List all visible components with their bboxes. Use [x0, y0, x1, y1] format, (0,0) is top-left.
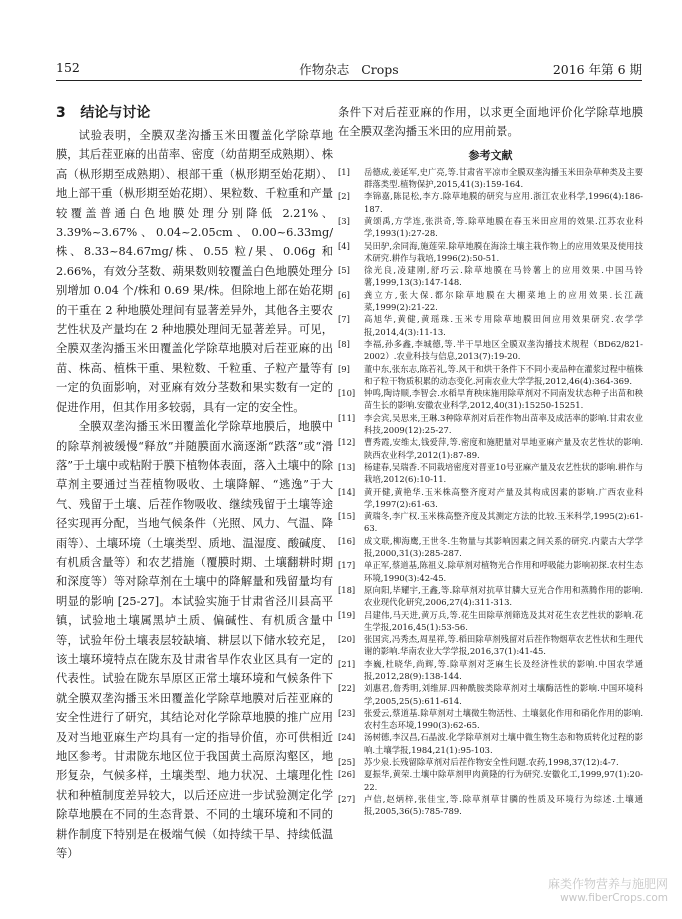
reference-item	[338, 240, 643, 265]
reference-number: [15]	[338, 511, 356, 522]
reference-text: 苏少泉.长残留除草剂对后茬作物安全性问题.农药,1998,37(12):4-7.	[364, 757, 619, 768]
reference-item	[338, 584, 643, 609]
reference-item	[338, 264, 643, 289]
right-column	[338, 103, 643, 818]
reference-number: [21]	[338, 658, 356, 669]
reference-text: 夏振华,黄荣.土壤中除草剂甲肉黄隆的行为研究.安徽化工,1999,97(1):20-22.	[364, 769, 643, 792]
reference-text: 曹秀霞,安维太,钱爱萍,等.密度和施肥量对旱地亚麻产量及农艺性状的影响.陕西农业科学,2012(1):87-89.	[364, 437, 643, 460]
reference-text: 吴田驴,余同海,施莲荣.除草地膜在海涂土壤主栽作物上的应用效果及使用技术研究.耕作与栽培,1996(2):50-51.	[364, 240, 643, 263]
reference-item	[338, 166, 643, 191]
reference-item	[338, 486, 643, 511]
left-column	[56, 103, 333, 863]
reference-text: 单正军,蔡道基,陈祖义.除草剂对植物光合作用和呼吸能力影响初探.农村生态环境,1990(3):42-45.	[364, 560, 643, 583]
watermark-name: 麻类作物营养与施肥网	[547, 877, 668, 891]
reference-number: [17]	[338, 560, 356, 571]
reference-text: 张国宾,冯秀杰,周星祥,等.稻田除草剂残留对后茬作物烟草农艺性状和生理代谢的影响.华南农业大学学报,2016,37(1):41-45.	[364, 634, 643, 657]
reference-item	[338, 313, 643, 338]
reference-number: [13]	[338, 461, 356, 472]
reference-item	[338, 731, 643, 756]
reference-number: [4]	[338, 240, 350, 251]
references-list	[338, 166, 643, 818]
reference-text: 李巍,杜晓华,尚辉,等.除草剂对芝麻生长及经济性状的影响.中国农学通报,2012,28(9):138-144.	[364, 658, 643, 681]
reference-text: 成文联,柳海鹰,王世冬.生物量与其影响因素之间关系的研究.内蒙古大学学报,2000,31(3):285-287.	[364, 535, 643, 559]
reference-text: 李福,孙多鑫,李城德,等.半干旱地区全膜双垄沟播技术规程（BD62/821-2002）.农业科技与信息,2013(7):19-20.	[364, 338, 643, 362]
reference-number: [11]	[338, 412, 356, 423]
reference-number: [14]	[338, 486, 356, 497]
reference-text: 龚立方,张大保.都尔除草地膜在大棚菜地上的应用效果.长江蔬菜,1999(2):21-22.	[364, 289, 643, 313]
section-title: 结论与讨论	[80, 105, 151, 121]
reference-text: 汤树德,李汉昌,石晶波.化学除草剂对土壤中微生物生态和物质转化过程的影响.土壤学报,1984,21(1):95-103.	[364, 732, 643, 755]
reference-text: 黄瑞冬,李广权.玉米株高整齐度及其测定方法的比较.玉米科学,1995(2):61-63.	[364, 511, 643, 534]
reference-number: [10]	[338, 388, 356, 399]
reference-text: 岳德成,姜延军,史广亮,等.甘肃省平凉市全膜双垄沟播玉米田杂草种类及主要群落类型.植物保护,2015,41(3):159-164.	[364, 166, 643, 190]
references-title: 参考文献	[468, 148, 513, 162]
reference-number: [6]	[338, 289, 350, 300]
reference-text: 张爱云,蔡道基.除草剂对土壤微生物活性、土壤氨化作用和硝化作用的影响.农村生态环境,1990(3):62-65.	[364, 707, 643, 731]
paragraph-1: 试验表明，全膜双垄沟播玉米田覆盖化学除草地膜，其后茬亚麻的出苗率、密度（幼苗期至成熟期）、株高（枞形期至成熟期）、根部干重（枞形期至始花期）、地上部干重（枞形期至始花期）、果粒数、千粒重和产量较覆盖普通白色地膜处理分别降低 2.21%、3.39%~3.67%、0.04~2.05cm、0.00~6.33mg/株、8.33~84.67mg/株、0.55 粒/果、0.06g 和 2.66%，有效分茎数、蒴果数则较覆盖白色地膜处理分别增加 0.04 个/株和 0.69 果/株。但除地上部在始花期的干重在 2 种地膜处理间有显著差异外，其他各主要农艺性状及产量均在 2 种地膜处理间无显著差异。可见，全膜双垄沟播玉米田覆盖化学除草地膜对后茬亚麻的出苗、株高、植株干重、果粒数、千粒重、子粒产量等有一定的负面影响，对亚麻有效分茎数和果实数有一定的促进作用，但其作用多较弱，具有一定的安全性。	[56, 129, 333, 414]
reference-text: 黄颂禹,方学连,张洪奇,等.除草地膜在春玉米田应用的效果.江苏农业科学,1993(1):27-28.	[364, 216, 643, 239]
reference-item	[338, 412, 643, 437]
reference-text: 徐光良,凌建刚,舒巧云.除草地膜在马铃薯上的应用效果.中国马铃薯,1999,13(3):147-148.	[364, 265, 643, 288]
reference-item	[338, 510, 643, 535]
reference-number: [26]	[338, 769, 356, 780]
reference-number: [7]	[338, 314, 350, 325]
reference-number: [1]	[338, 166, 350, 177]
reference-text: 刘惠君,詹秀明,刘维屏.四种酰胺类除草剂对土壤酶活性的影响.中国环境科学,2005,25(5):611-614.	[364, 683, 643, 706]
paragraph-2: 全膜双垄沟播玉米田覆盖化学除草地膜后，地膜中的除草剂被缓慢“释放”并随膜面水滴逐渐“跌落”或“滑落”于土壤中或粘附于膜下植物体表面，落入土壤中的除草剂主要通过当茬植物吸收、土壤降解、“逃逸”于大气、残留于土壤、后茬作物吸收、继续残留于土壤等途径实现再分配，当地气候条件（光照、风力、气温、降雨等）、土壤环境（土壤类型、质地、温湿度、酸碱度、有机质含量等）和农艺措施（覆膜时期、土壤翻耕时期和深度等）等对除草剂在土壤中的降解量和残留量均有明显的影响 [25-27]。本试验实施于甘肃省泾川县高平镇，试验地土壤属黑垆土质、偏碱性、有机质含量中等，试验年份土壤表层较缺墒、耕层以下储水较充足，该土壤环境特点在陇东及甘肃省旱作农业区具有一定的代表性。试验在陇东旱原区正常土壤环境和气候条件下就全膜双垄沟播玉米田覆盖化学除草地膜对后茬亚麻的安全性进行了研究，其结论对化学除草地膜的推广应用及对当地亚麻生产均具有一定的指导价值，亦可供相近地区参考。甘肃陇东地区位于我国黄土高原沟壑区，地形复杂，气候多样，土壤类型、地力状况、土壤理化性状和种植制度差异较大，以后还应进一步试验测定化学除草地膜在不同的生态背景、不同的土壤环境和不同的耕作制度下特别是在极端气候（如持续干旱、持续低温等）	[56, 420, 333, 861]
reference-item	[338, 768, 643, 793]
reference-number: [18]	[338, 584, 356, 595]
reference-item	[338, 338, 643, 363]
reference-number: [27]	[338, 793, 356, 804]
reference-number: [23]	[338, 707, 356, 718]
reference-item	[338, 756, 643, 768]
reference-number: [12]	[338, 437, 356, 448]
reference-item	[338, 535, 643, 560]
reference-number: [20]	[338, 634, 356, 645]
reference-text: 李会宾,吴思来,王琳.3种除草剂对后茬作物出苗率及成活率的影响.甘肃农业科技,2009(12):25-27.	[364, 412, 643, 436]
reference-item	[338, 387, 643, 412]
reference-number: [8]	[338, 338, 350, 349]
reference-number: [16]	[338, 535, 356, 546]
issue-label: 2016 年第 6 期	[552, 62, 642, 77]
reference-text: 黄开健,黄艳华.玉米株高整齐度对产量及其构成因素的影响.广西农业科学,1997(2):61-63.	[364, 486, 643, 509]
reference-text: 卢信,赵炳梓,张佳宝,等.除草剂草甘膦的性质及环境行为综述.土壤通报,2005,36(5):785-789.	[364, 793, 643, 817]
reference-item	[338, 707, 643, 732]
reference-item	[338, 289, 643, 314]
reference-text: 杨建春,吴瑞香.不同栽培密度对晋亚10号亚麻产量及农艺性状的影响.耕作与栽培,2012(6):10-11.	[364, 461, 643, 485]
reference-text: 吕建伟,马天进,黄万兵,等.花生田除草剂筛选及其对花生农艺性状的影响.花生学报,2016,45(1):53-56.	[364, 609, 643, 632]
reference-item	[338, 633, 643, 658]
reference-number: [5]	[338, 265, 350, 276]
reference-item	[338, 436, 643, 461]
reference-text: 高旭华,黄健,黄瑶珠.玉米专用除草地膜田间应用效果研究.农学学报,2014,4(3):11-13.	[364, 314, 643, 337]
reference-number: [19]	[338, 609, 356, 620]
section-number: 3	[56, 105, 66, 121]
reference-item	[338, 363, 643, 388]
reference-text: 李锦嘉,陈昆松,李方.除草地膜的研究与应用.浙江农业科学,1996(4):186-187.	[364, 191, 643, 214]
reference-item	[338, 215, 643, 240]
watermark	[548, 877, 668, 905]
reference-item	[338, 559, 643, 584]
reference-number: [2]	[338, 191, 350, 202]
journal-name-en: Crops	[361, 62, 399, 77]
reference-text: 原向阳,毕耀宇,王鑫,等.除草剂对抗草甘膦大豆光合作用和蒸腾作用的影响.农业现代化研究,2006,27(4):311-313.	[364, 584, 643, 608]
page-header	[56, 58, 642, 81]
section-heading	[56, 103, 333, 123]
reference-item	[338, 609, 643, 634]
reference-item	[338, 793, 643, 818]
paragraph-continuation: 条件下对后茬亚麻的作用，以求更全面地评价化学除草地膜在全膜双垄沟播玉米田的应用前景。	[338, 106, 643, 139]
reference-number: [25]	[338, 757, 356, 768]
reference-item	[338, 658, 643, 683]
reference-text: 钟鸣,陶诗顺,李智会.水稻旱育秧床施用除草剂对不同南发状态种子出苗和秧苗生长的影响.安徽农业科学,2012,40(31):15250-15251.	[364, 388, 643, 411]
reference-number: [22]	[338, 683, 356, 694]
reference-text: 董中东,张东志,陈若礼,等.风干和烘干条件下不同小麦品种在灌浆过程中植株和子粒干物质积累的动态变化.河南农业大学学报,2012,46(4):364-369.	[364, 363, 643, 386]
reference-item	[338, 461, 643, 486]
page-number: 152	[56, 60, 80, 75]
reference-number: [9]	[338, 363, 350, 374]
journal-name-cn: 作物杂志	[299, 62, 350, 77]
reference-number: [3]	[338, 216, 350, 226]
watermark-url: www.fiberCrops.com	[560, 892, 668, 904]
reference-number: [24]	[338, 732, 356, 743]
reference-item	[338, 190, 643, 215]
reference-item	[338, 682, 643, 707]
